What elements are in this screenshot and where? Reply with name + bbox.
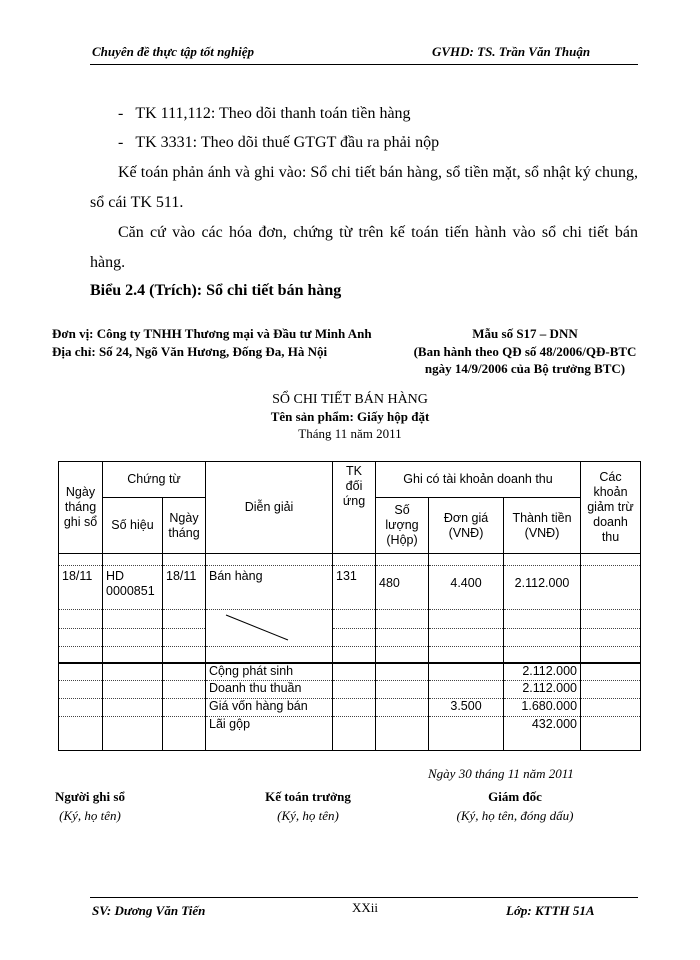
- summary-unit-price: [429, 681, 504, 699]
- cancel-line-stroke: [226, 615, 288, 640]
- page-number: XXii: [352, 900, 378, 915]
- bullet-text: TK 111,112: Theo dõi thanh toán tiền hàng: [135, 105, 411, 122]
- footer-rule: [90, 897, 638, 898]
- director-note: (Ký, họ tên, đóng dấu): [456, 808, 574, 823]
- header-supervisor: GVHD: TS. Trần Văn Thuận: [432, 44, 591, 59]
- summary-amount: 2.112.000: [504, 681, 581, 699]
- summary-amount: 1.680.000: [504, 699, 581, 717]
- summary-unit-price: 3.500: [429, 699, 504, 717]
- director-title: Giám đốc: [488, 789, 542, 804]
- form-number: Mẫu số S17 – DNN: [472, 326, 578, 341]
- bullet-dash: -: [118, 134, 124, 151]
- footer-class: Lớp: KTTH 51A: [506, 903, 595, 918]
- summary-label: Doanh thu thuần: [206, 681, 333, 699]
- header-unit-price: Đơn giá (VNĐ): [429, 498, 504, 554]
- sales-ledger-table: [58, 461, 641, 751]
- entry-unit-price: 4.400: [429, 566, 504, 610]
- summary-label: Cộng phát sinh: [206, 663, 333, 681]
- header-record-date: Ngày tháng ghi sổ: [59, 462, 103, 554]
- header-description: Diễn giải: [206, 462, 333, 554]
- header-voucher: Chứng từ: [103, 462, 206, 498]
- bookkeeper-title: Người ghi sổ: [55, 789, 125, 804]
- chief-accountant-note: (Ký, họ tên): [277, 808, 339, 823]
- table-row: [59, 610, 641, 629]
- summary-amount: 432.000: [504, 717, 581, 751]
- ledger-product: Tên sản phẩm: Giấy hộp đặt: [270, 409, 430, 424]
- entry-voucher-date: 18/11: [163, 566, 206, 610]
- ledger-title: SỔ CHI TIẾT BÁN HÀNG: [272, 392, 428, 407]
- header-deductions: Các khoản giảm trừ doanh thu: [581, 462, 641, 554]
- company-name: Đơn vị: Công ty TNHH Thương mại và Đầu tư Minh Anh: [52, 326, 372, 341]
- table-row: [59, 566, 641, 610]
- header-rule: [90, 64, 638, 65]
- table-row: [59, 647, 641, 663]
- table-row: [59, 554, 641, 566]
- summary-row: [59, 681, 641, 699]
- ledger-period: Tháng 11 năm 2011: [298, 426, 402, 441]
- summary-row: [59, 663, 641, 681]
- summary-amount: 2.112.000: [504, 663, 581, 681]
- section-title: Biểu 2.4 (Trích): Sổ chi tiết bán hàng: [90, 282, 342, 299]
- bullet-item: [118, 105, 411, 123]
- bullet-dash: -: [118, 105, 124, 122]
- bookkeeper-note: (Ký, họ tên): [59, 808, 121, 823]
- header-title: Chuyên đề thực tập tốt nghiệp: [92, 44, 254, 59]
- voucher-no-line2: 0000851: [106, 584, 155, 598]
- cancel-line-cell: [206, 610, 333, 647]
- table-row: [59, 628, 641, 647]
- entry-amount: 2.112.000: [504, 566, 581, 610]
- form-decree: (Ban hành theo QĐ số 48/2006/QĐ-BTC: [413, 344, 637, 359]
- chief-accountant-title: Kế toán trưởng: [265, 789, 351, 804]
- bullet-text: TK 3331: Theo dõi thuế GTGT đầu ra phải nộp: [135, 134, 440, 151]
- summary-label: Giá vốn hàng bán: [206, 699, 333, 717]
- signature-date: Ngày 30 tháng 11 năm 2011: [428, 766, 574, 781]
- header-revenue-credit: Ghi có tài khoản doanh thu: [376, 462, 581, 498]
- summary-unit-price: [429, 717, 504, 751]
- cancel-line: [206, 610, 333, 646]
- summary-label: Lãi gộp: [206, 717, 333, 751]
- bullet-item: [118, 134, 439, 152]
- voucher-no-line1: HD: [106, 569, 125, 583]
- footer-student: SV: Dương Văn Tiến: [92, 903, 206, 918]
- header-voucher-no: Số hiệu: [103, 498, 163, 554]
- summary-unit-price: [429, 663, 504, 681]
- header-amount: Thành tiền (VNĐ): [504, 498, 581, 554]
- paragraph: Căn cứ vào các hóa đơn, chứng từ trên kế toán tiến hành vào sổ chi tiết bán hàng.: [90, 224, 638, 271]
- company-address: Địa chỉ: Số 24, Ngõ Văn Hương, Đống Đa, Hà Nội: [52, 344, 328, 359]
- entry-quantity: 480: [376, 566, 429, 610]
- summary-row: [59, 699, 641, 717]
- entry-voucher-no: [103, 566, 163, 610]
- summary-row: [59, 717, 641, 751]
- entry-date: 18/11: [59, 566, 103, 610]
- entry-account: 131: [333, 566, 376, 610]
- header-quantity: Số lượng (Hộp): [376, 498, 429, 554]
- paragraph: Kế toán phản ánh và ghi vào: Sổ chi tiết bán hàng, sổ tiền mặt, sổ nhật ký chung, sổ cái TK 511.: [90, 164, 638, 211]
- header-voucher-date: Ngày tháng: [163, 498, 206, 554]
- form-decree-date: ngày 14/9/2006 của Bộ trưởng BTC): [424, 361, 626, 376]
- entry-description: Bán hàng: [206, 566, 333, 610]
- header-contra-account: TK đối ứng: [333, 462, 376, 554]
